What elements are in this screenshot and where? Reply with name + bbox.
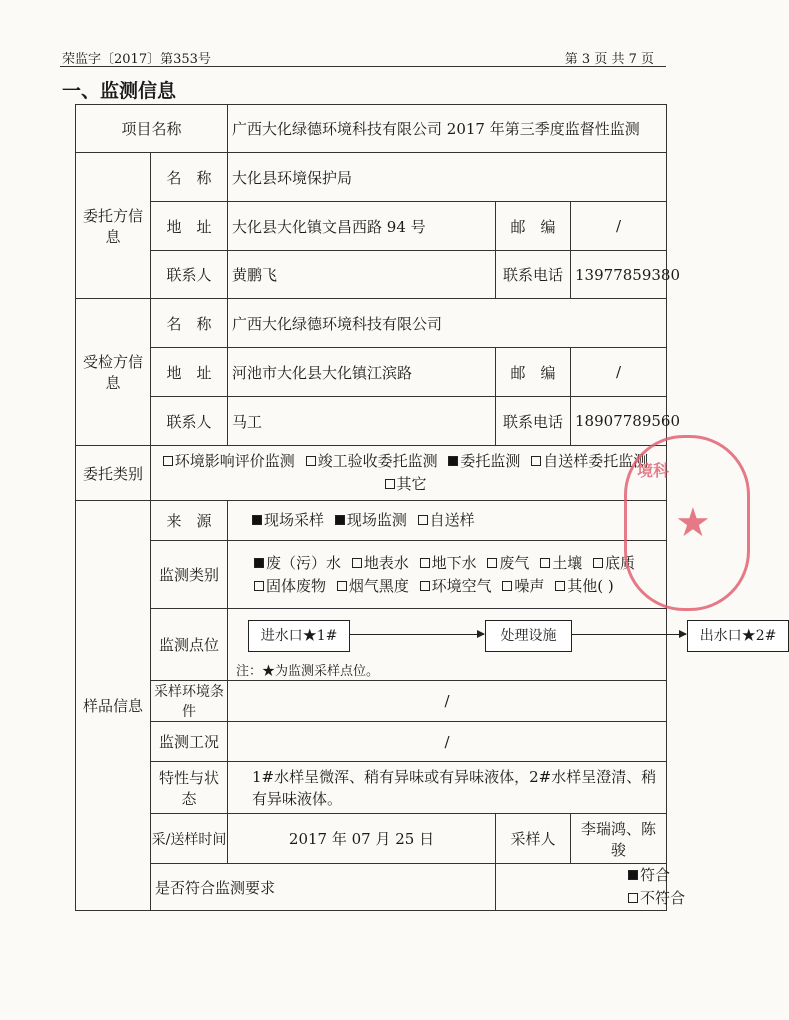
option-label: 固体废物	[266, 576, 327, 595]
client-post-label: 邮 编	[496, 202, 571, 251]
option-label: 地下水	[431, 553, 477, 572]
unchecked-box-icon	[555, 581, 565, 591]
checkbox-option[interactable]	[555, 577, 613, 595]
point-label: 监测点位	[151, 609, 228, 681]
sampler-value: 李瑞鸿、陈骏	[571, 814, 667, 864]
env-label: 采样环境条件	[151, 681, 228, 722]
cond-value: /	[228, 722, 667, 762]
monitoring-info-table	[75, 104, 777, 911]
option-label: 其他( )	[567, 576, 614, 595]
official-seal-stamp	[624, 435, 750, 611]
checkbox-option[interactable]	[420, 554, 477, 572]
option-label: 符合	[640, 866, 671, 884]
unchecked-box-icon	[385, 479, 395, 489]
option-label: 地表水	[363, 553, 409, 572]
checkbox-option[interactable]	[420, 577, 492, 595]
unchecked-box-icon	[418, 515, 428, 525]
time-value: 2017 年 07 月 25 日	[228, 814, 496, 864]
client-contact: 黄鹏飞	[228, 251, 496, 299]
option-label: 废气	[499, 553, 530, 572]
category-label: 监测类别	[151, 541, 228, 609]
unchecked-box-icon	[593, 558, 603, 568]
checkbox-option[interactable]	[335, 511, 407, 529]
outlet-star-icon: ★	[741, 627, 756, 644]
sampler-label: 采样人	[496, 814, 571, 864]
option-label: 废（污）水	[266, 553, 342, 572]
option-label: 自送样	[429, 511, 475, 529]
process-box: 处理设施	[485, 620, 572, 652]
checkbox-option[interactable]	[337, 577, 409, 595]
unchecked-box-icon	[540, 558, 550, 568]
project-value: 广西大化绿德环境科技有限公司 2017 年第三季度监督性监测	[228, 105, 667, 153]
checkbox-option[interactable]	[254, 554, 341, 572]
unchecked-box-icon	[163, 456, 173, 466]
inspected-post: /	[571, 348, 667, 397]
inspected-addr: 河池市大化县大化镇江滨路	[228, 348, 496, 397]
checkbox-option[interactable]	[252, 511, 324, 529]
seal-star-icon: ★	[675, 500, 711, 546]
unchecked-box-icon	[306, 456, 316, 466]
checkbox-option[interactable]	[540, 554, 582, 572]
unchecked-box-icon	[420, 581, 430, 591]
checked-box-icon	[448, 456, 458, 466]
inspected-post-label: 邮 编	[496, 348, 571, 397]
inspected-addr-label: 地 址	[151, 348, 228, 397]
source-label: 来 源	[151, 501, 228, 541]
inlet-box: 进水口★1#	[248, 620, 350, 652]
sample-group-label: 样品信息	[76, 501, 151, 911]
checkbox-option[interactable]	[448, 452, 520, 470]
checkbox-option[interactable]	[487, 554, 529, 572]
option-label: 环境空气	[431, 576, 492, 595]
inlet-star-icon: ★	[302, 627, 317, 644]
checkbox-option[interactable]	[628, 889, 685, 907]
checked-box-icon	[252, 515, 262, 525]
option-label: 土壤	[552, 553, 583, 572]
client-name-label: 名 称	[151, 153, 228, 202]
commission-label: 委托类别	[76, 446, 151, 501]
client-phone-label: 联系电话	[496, 251, 571, 299]
unchecked-box-icon	[337, 581, 347, 591]
meet-label: 是否符合监测要求	[151, 864, 496, 911]
inspected-phone: 18907789560	[571, 397, 667, 446]
feature-value: 1#水样呈微浑、稍有异味或有异味液体，2#水样呈澄清、稍有异味液体。	[228, 762, 667, 814]
option-label: 不符合	[640, 889, 686, 907]
unchecked-box-icon	[502, 581, 512, 591]
option-label: 现场采样	[264, 511, 325, 529]
option-label: 环境影响评价监测	[174, 452, 295, 470]
checked-box-icon	[335, 515, 345, 525]
inspected-group-label: 受检方信息	[76, 299, 151, 446]
unchecked-box-icon	[352, 558, 362, 568]
point-diagram	[228, 609, 777, 681]
seal-text: 境科	[637, 461, 670, 480]
client-name: 大化县环境保护局	[228, 153, 667, 202]
unchecked-box-icon	[254, 581, 264, 591]
checked-box-icon	[254, 558, 264, 568]
inspected-contact-label: 联系人	[151, 397, 228, 446]
unchecked-box-icon	[420, 558, 430, 568]
unchecked-box-icon	[487, 558, 497, 568]
client-phone: 13977859380	[571, 251, 667, 299]
meet-options	[496, 864, 686, 911]
arrow-icon	[571, 634, 686, 635]
inspected-name-label: 名 称	[151, 299, 228, 348]
checkbox-option[interactable]	[163, 452, 295, 470]
client-group-label: 委托方信息	[76, 153, 151, 299]
page-number: 第 3 页 共 7 页	[564, 52, 654, 67]
outlet-box: 出水口★2#	[687, 620, 789, 652]
source-options	[228, 501, 667, 541]
inspected-phone-label: 联系电话	[496, 397, 571, 446]
checkbox-option[interactable]	[502, 577, 544, 595]
checkbox-option[interactable]	[254, 577, 326, 595]
header-rule	[60, 66, 666, 67]
option-label: 烟气黑度	[348, 576, 409, 595]
project-label: 项目名称	[76, 105, 228, 153]
option-label: 噪声	[514, 576, 545, 595]
option-label: 竣工验收委托监测	[317, 452, 438, 470]
env-value: /	[228, 681, 667, 722]
checkbox-option[interactable]	[385, 475, 427, 493]
inspected-contact: 马工	[228, 397, 496, 446]
option-label: 委托监测	[460, 452, 521, 470]
feature-label: 特性与状态	[151, 762, 228, 814]
category-options	[228, 541, 667, 609]
checkbox-option[interactable]	[418, 511, 475, 529]
unchecked-box-icon	[628, 893, 638, 903]
checkbox-option[interactable]	[306, 452, 438, 470]
doc-number: 荣监字〔2017〕第353号	[62, 52, 211, 67]
cond-label: 监测工况	[151, 722, 228, 762]
checkbox-option[interactable]	[628, 866, 670, 884]
section-title: 一、监测信息	[62, 80, 177, 102]
arrow-icon	[349, 634, 484, 635]
inspected-name: 广西大化绿德环境科技有限公司	[228, 299, 667, 348]
time-label: 采/送样时间	[151, 814, 228, 864]
point-note: 注：★为监测采样点位。	[236, 663, 380, 679]
checkbox-option[interactable]	[352, 554, 409, 572]
unchecked-box-icon	[531, 456, 541, 466]
option-label: 其它	[396, 475, 427, 493]
option-label: 自送样委托监测	[543, 452, 649, 470]
commission-options	[151, 446, 670, 501]
client-addr: 大化县大化镇文昌西路 94 号	[228, 202, 496, 251]
client-post: /	[571, 202, 667, 251]
option-label: 底质	[605, 553, 636, 572]
client-contact-label: 联系人	[151, 251, 228, 299]
checked-box-icon	[628, 870, 638, 880]
option-label: 现场监测	[346, 511, 407, 529]
client-addr-label: 地 址	[151, 202, 228, 251]
